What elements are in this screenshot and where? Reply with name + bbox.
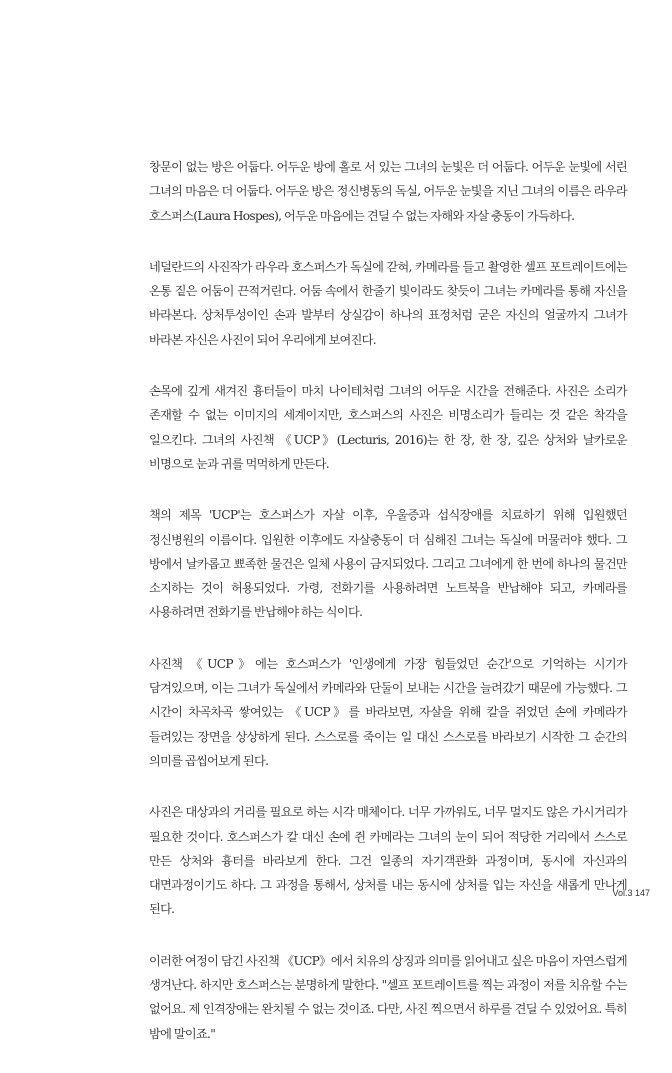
page-folio: Vol.3 147 — [612, 888, 650, 898]
paragraph-4: 책의 제목 'UCP'는 호스퍼스가 자살 이후, 우울증과 섭식장애를 치료하기 위해 입원했던 정신병원의 이름이다. 입원한 이후에도 자살충동이 더 심해진 그녀는 독실에 머물러야 했다. 그 방에서 날카롭고 뾰족한 물건은 일체 사용이 금지되었다. 그리고 그녀에게 한 번에 하나의 물건만 소지하는 것이 허용되었다. 가령, 전화기를 사용하려면 노트북을 반납해야 되고, 카메라를 사용하려면 전화기를 반납해야 하는 식이다. — [149, 508, 627, 620]
paragraph-3: 손목에 깊게 새겨진 흉터들이 마치 나이테처럼 그녀의 어두운 시간을 전해준다. 사진은 소리가 존재할 수 없는 이미지의 세계이지만, 호스퍼스의 사진은 비명소리가 들리는 것 같은 착각을 일으킨다. 그녀의 사진책 《UCP》(Lecturis, 2016)는 한 장, 한 장, 깊은 상처와 날카로운 비명으로 눈과 귀를 먹먹하게 만든다. — [149, 384, 627, 471]
paragraph-6: 사진은 대상과의 거리를 필요로 하는 시각 매체이다. 너무 가까워도, 너무 멀지도 않은 가시거리가 필요한 것이다. 호스퍼스가 칼 대신 손에 쥔 카메라는 그녀의 눈이 되어 적당한 거리에서 스스로 만든 상처와 흉터를 바라보게 한다. 그건 일종의 자기객관화 과정이며, 동시에 자신과의 대면과정이기도 하다. 그 과정을 통해서, 상처를 내는 동시에 상처를 입는 자신을 새롭게 만나게 된다. — [149, 805, 627, 917]
paragraph-5: 사진책 《UCP》에는 호스퍼스가 '인생에게 가장 힘들었던 순간'으로 기억하는 시기가 담겨있으며, 이는 그녀가 독실에서 카메라와 단둘이 보내는 시간을 늘려갔기 때문에 가능했다. 그 시간이 차곡차곡 쌓여있는 《UCP》를 바라보면, 자살을 위해 칼을 쥐었던 손에 카메라가 들려있는 장면을 상상하게 된다. 스스로를 죽이는 일 대신 스스로를 바라보기 시작한 그 순간의 의미를 곱씹어보게 된다. — [149, 656, 627, 768]
article-body — [149, 155, 627, 1073]
paragraph-7: 이러한 여정이 담긴 사진책 《UCP》에서 치유의 상징과 의미를 읽어내고 싶은 마음이 자연스럽게 생겨난다. 하지만 호스퍼스는 분명하게 말한다. "셀프 포트레이트를 찍는 과정이 저를 치유할 수는 없어요. 제 인격장애는 완치될 수 없는 것이죠. 다만, 사진 찍으면서 하루를 견딜 수 있었어요. 특히 밤에 말이죠." — [149, 953, 627, 1041]
paragraph-1: 창문이 없는 방은 어둡다. 어두운 방에 홀로 서 있는 그녀의 눈빛은 더 어둡다. 어두운 눈빛에 서린 그녀의 마음은 더 어둡다. 어두운 방은 정신병동의 독실, 어두운 눈빛을 지닌 그녀의 이름은 라우라 호스퍼스(Laura Hospes), 어두운 마음에는 견딜 수 없는 자해와 자살 충동이 가득하다. — [149, 160, 627, 223]
paragraph-2: 네덜란드의 사진작가 라우라 호스퍼스가 독실에 갇혀, 카메라를 들고 촬영한 셀프 포트레이트에는 온통 짙은 어둠이 끈적거린다. 어둠 속에서 한줄기 빛이라도 찾듯이 그녀는 카메라를 통해 자신을 바라본다. 상처투성이인 손과 발부터 상실감이 하나의 표정처럼 굳은 자신의 얼굴까지 그녀가 바라본 자신은 사진이 되어 우리에게 보여진다. — [149, 259, 627, 347]
